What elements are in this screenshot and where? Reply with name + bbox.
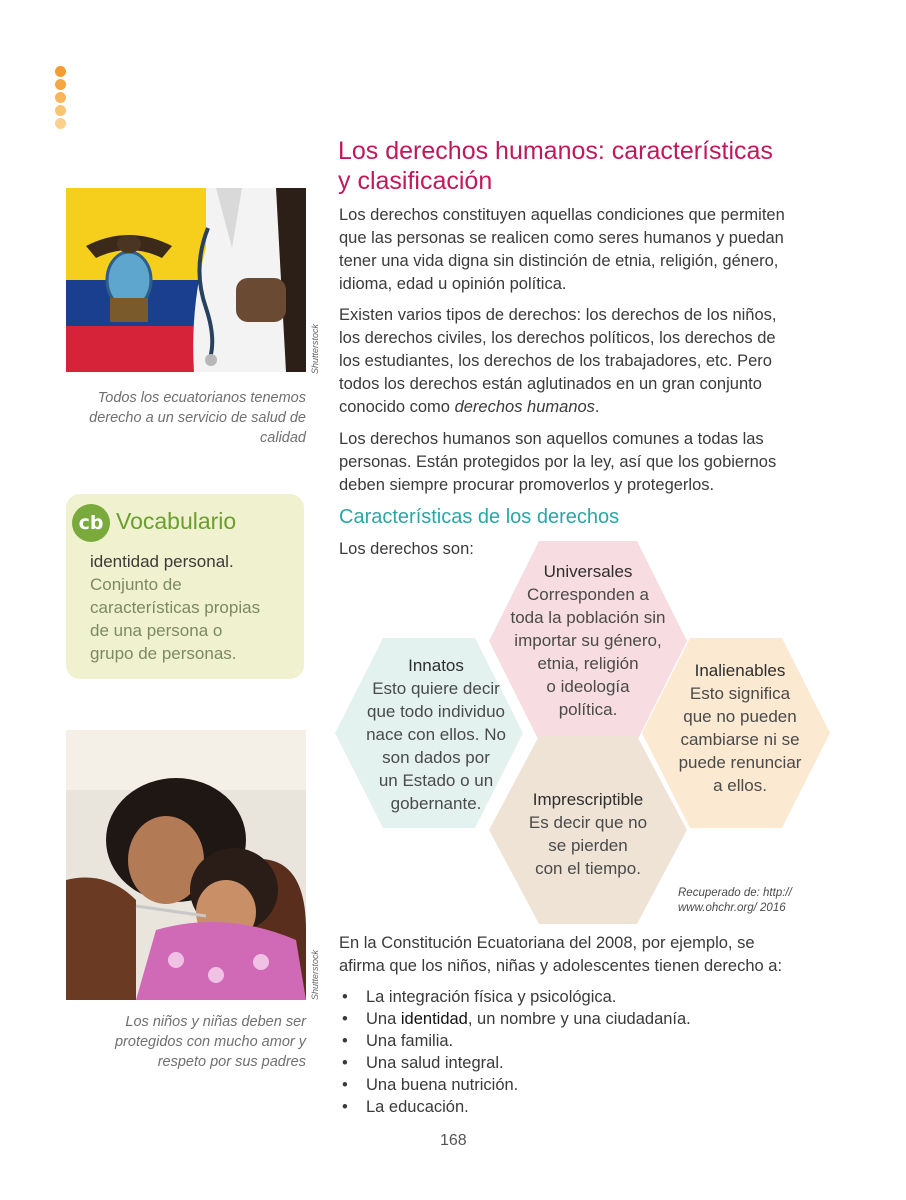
- text-span: conocido como: [339, 398, 450, 416]
- hexagon-line: que no pueden: [683, 707, 797, 726]
- text-line: En la Constitución Ecuatoriana del 2008, por ejemplo, se: [339, 934, 755, 952]
- definition-line: de una persona o: [90, 621, 223, 640]
- page-number: 168: [440, 1132, 467, 1149]
- hexagon-line: Es decir que no: [528, 813, 648, 832]
- decor-dot: [55, 92, 66, 103]
- intro-text: Los derechos son:: [339, 540, 474, 558]
- text-line: los estudiantes, los derechos de los trabajadores, etc. Pero: [339, 352, 772, 370]
- caption-line: protegidos con mucho amor y: [114, 1034, 306, 1050]
- text-line: deben siempre procurar promoverlos y protegerlos.: [339, 476, 715, 494]
- hexagon-imprescriptible-text: [489, 788, 687, 880]
- caption-line: Los niños y niñas deben ser: [125, 1014, 306, 1030]
- page-title: [338, 136, 838, 196]
- caption-photo2: [66, 1012, 306, 1072]
- hexagon-line: nace con ellos. No: [366, 725, 506, 744]
- hexagon-line: etnia, religión: [537, 654, 639, 673]
- photo-flag-doctor: [66, 188, 306, 372]
- source-citation: [678, 886, 828, 916]
- title-line: y clasificación: [338, 167, 493, 195]
- list-item: • Una buena nutrición.: [342, 1074, 691, 1096]
- definition-line: grupo de personas.: [90, 644, 237, 663]
- text-span: , un nombre y una ciudadanía.: [467, 1010, 691, 1028]
- caption-photo1: [66, 388, 306, 448]
- definition-line: Conjunto de: [90, 575, 182, 594]
- paragraph-constitution: [339, 932, 829, 978]
- hexagon-title: Imprescriptible: [532, 790, 644, 809]
- hexagon-line: política.: [558, 700, 618, 719]
- mother-child-illustration: [66, 730, 306, 1000]
- caption-line: calidad: [260, 430, 306, 446]
- hexagon-title: Inalienables: [694, 661, 786, 680]
- text-line: afirma que los niños, niñas y adolescentes tienen derecho a:: [339, 957, 783, 975]
- vocabulary-term: identidad personal.: [90, 552, 234, 571]
- list-item: [342, 1008, 691, 1030]
- hexagon-line: Esto quiere decir: [372, 679, 500, 698]
- photo-credit: Shutterstock: [310, 949, 320, 1000]
- text-line: Existen varios tipos de derechos: los derechos de los niños,: [339, 306, 777, 324]
- flag-doctor-illustration: [66, 188, 306, 372]
- decor-dot: [55, 105, 66, 116]
- text-line: Los derechos humanos son aquellos comunes a todas las: [339, 430, 764, 448]
- list-item: • La integración física y psicológica.: [342, 986, 691, 1008]
- photo-credit: Shutterstock: [310, 323, 320, 374]
- title-line: Los derechos humanos: características: [338, 137, 773, 165]
- hexagon-line: o ideología: [546, 677, 630, 696]
- paragraph-types: [339, 304, 829, 419]
- hexagon-line: son dados por: [382, 748, 490, 767]
- hexagon-line: puede renunciar: [678, 753, 802, 772]
- vocabulary-icon: cb: [72, 504, 110, 542]
- decor-dot: [55, 66, 66, 77]
- text-span: Una: [366, 1010, 397, 1028]
- decorative-dots: [55, 66, 67, 131]
- emphasis-text: derechos humanos: [454, 398, 595, 416]
- list-item: • Una salud integral.: [342, 1052, 691, 1074]
- caption-line: derecho a un servicio de salud de: [89, 410, 306, 426]
- text-line: [339, 396, 829, 419]
- text-line: tener una vida digna sin distinción de etnia, religión, género,: [339, 252, 779, 270]
- decor-dot: [55, 79, 66, 90]
- list-item: • La educación.: [342, 1096, 691, 1118]
- photo-mother-child: [66, 730, 306, 1000]
- text-line: idioma, edad u opinión política.: [339, 275, 567, 293]
- source-line: Recuperado de: http://: [678, 887, 792, 899]
- text-line: todos los derechos están aglutinados en un gran conjunto: [339, 375, 762, 393]
- hexagon-line: que todo individuo: [366, 702, 505, 721]
- hexagon-line: importar su género,: [514, 631, 662, 650]
- caption-line: Todos los ecuatorianos tenemos: [97, 390, 306, 406]
- text-line: personas. Están protegidos por la ley, así que los gobiernos: [339, 453, 777, 471]
- hexagon-line: se pierden: [548, 836, 628, 855]
- decor-dot: [55, 118, 66, 129]
- text-line: que las personas se realicen como seres humanos y puedan: [339, 229, 784, 247]
- strong-word: identidad: [400, 1010, 468, 1028]
- definition-line: características propias: [90, 598, 261, 617]
- caption-line: respeto por sus padres: [157, 1054, 306, 1070]
- hexagon-line: cambiarse ni se: [680, 730, 800, 749]
- rights-list: [342, 986, 691, 1118]
- section-subtitle: Características de los derechos: [339, 506, 620, 528]
- hexagon-line: Esto significa: [689, 684, 791, 703]
- hexagon-line: Corresponden a: [527, 585, 649, 604]
- hexagon-inalienables-text: [648, 659, 832, 797]
- vocabulary-title: Vocabulario: [116, 508, 237, 534]
- text-span: .: [594, 398, 600, 416]
- hexagon-line: a ellos.: [713, 776, 767, 795]
- source-line: www.ohchr.org/ 2016: [678, 902, 786, 914]
- hexagon-line: un Estado o un: [378, 771, 494, 790]
- paragraph-human-rights: [339, 428, 829, 497]
- list-item: • Una familia.: [342, 1030, 691, 1052]
- paragraph-intro: [339, 204, 829, 296]
- hexagon-title: Innatos: [408, 656, 464, 675]
- hexagon-title: Universales: [543, 562, 633, 581]
- vocabulary-definition: [90, 550, 295, 665]
- hexagon-line: gobernante.: [390, 794, 482, 813]
- vocabulary-box: [66, 494, 304, 679]
- hexagon-line: toda la población sin: [510, 608, 666, 627]
- hexagon-line: con el tiempo.: [535, 859, 641, 878]
- text-line: los derechos civiles, los derechos políticos, los derechos de: [339, 329, 776, 347]
- text-line: Los derechos constituyen aquellas condiciones que permiten: [339, 206, 785, 224]
